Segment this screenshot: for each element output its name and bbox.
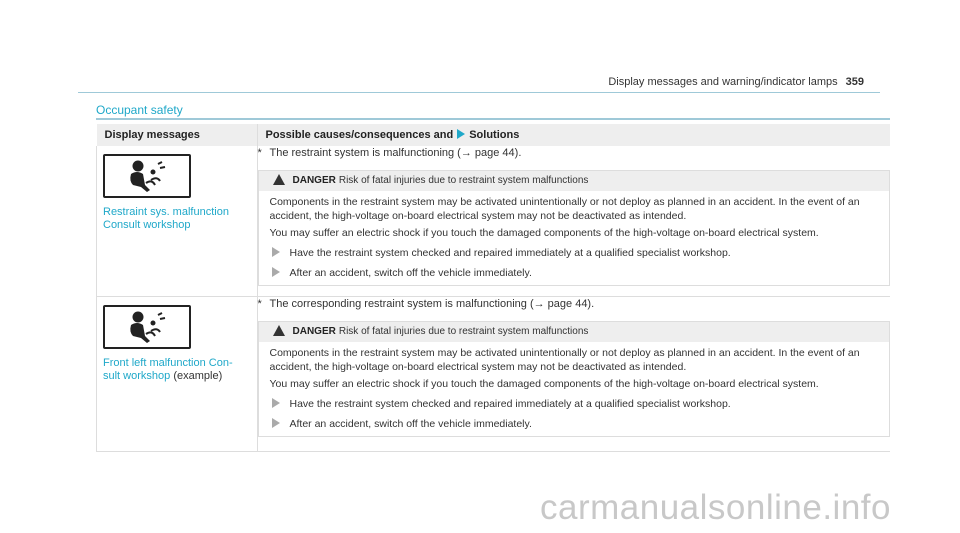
col-causes-solutions xyxy=(257,124,890,146)
action-step xyxy=(270,417,880,431)
danger-title: Risk of fatal injuries due to restraint system malfunctions xyxy=(338,326,589,337)
danger-paragraph: You may suffer an electric shock if you touch the damaged components of the high-voltage on-board electrical system. xyxy=(269,378,819,390)
solutions-arrow-icon xyxy=(457,129,465,139)
danger-body xyxy=(259,342,890,436)
cause-item xyxy=(258,297,891,311)
cause-item xyxy=(258,146,891,160)
warning-triangle-icon xyxy=(273,325,285,336)
causes-solutions-cell xyxy=(257,146,890,297)
running-header xyxy=(608,76,864,88)
action-step xyxy=(270,246,880,260)
message-line-2: Consult workshop xyxy=(103,219,191,231)
danger-paragraph: Components in the restraint system may be activated unintentionally or not deploy as planned in an accident. In the event of an accident, the high-voltage on-board electrical system may not be deactivated as intended. xyxy=(269,196,860,222)
step-arrow-icon xyxy=(272,267,280,277)
airbag-seat-icon xyxy=(127,310,167,344)
airbag-seat-icon xyxy=(127,159,167,193)
watermark: carmanualsonline.info xyxy=(540,488,891,527)
page-number: 359 xyxy=(845,76,864,88)
danger-body xyxy=(259,191,890,285)
danger-label: DANGER xyxy=(292,326,336,337)
step-text: After an accident, switch off the vehicle immediately. xyxy=(289,267,532,279)
table-row xyxy=(97,297,891,452)
danger-title: Risk of fatal injuries due to restraint system malfunctions xyxy=(338,175,589,186)
message-suffix: (example) xyxy=(170,370,223,382)
bullet-marker: * xyxy=(257,147,262,159)
cause-text: The restraint system is malfunctioning (→ page 44). xyxy=(269,147,522,159)
step-text: Have the restraint system checked and repaired immediately at a qualified specialist workshop. xyxy=(289,398,731,410)
header-rule xyxy=(78,92,880,93)
step-text: After an accident, switch off the vehicle immediately. xyxy=(289,418,532,430)
display-message-cell xyxy=(97,146,258,297)
action-step xyxy=(270,397,880,411)
display-message-text xyxy=(103,206,257,232)
message-line-2: sult workshop xyxy=(103,370,171,382)
display-symbol-box xyxy=(103,154,191,198)
display-messages-table xyxy=(96,124,890,452)
message-line-1: Front left malfunction Con- xyxy=(103,357,233,369)
danger-label: DANGER xyxy=(292,175,336,186)
danger-header xyxy=(259,171,890,191)
col-causes-label: Possible causes/consequences and xyxy=(265,129,454,141)
action-step xyxy=(270,266,880,280)
header-title: Display messages and warning/indicator lamps xyxy=(608,76,838,88)
step-arrow-icon xyxy=(272,247,280,257)
warning-triangle-icon xyxy=(273,174,285,185)
section-rule xyxy=(96,118,890,120)
danger-paragraph: You may suffer an electric shock if you touch the damaged components of the high-voltage on-board electrical system. xyxy=(269,227,819,239)
step-text: Have the restraint system checked and repaired immediately at a qualified specialist workshop. xyxy=(289,247,731,259)
causes-solutions-cell xyxy=(257,297,890,452)
step-arrow-icon xyxy=(272,398,280,408)
col-display-messages: Display messages xyxy=(97,124,258,146)
col-solutions-label: Solutions xyxy=(469,129,520,141)
display-message-text xyxy=(103,357,257,383)
bullet-marker: * xyxy=(257,298,262,310)
display-message-cell xyxy=(97,297,258,452)
danger-header xyxy=(259,322,890,342)
table-row xyxy=(97,146,891,297)
message-line-1: Restraint sys. malfunction xyxy=(103,206,229,218)
danger-paragraph: Components in the restraint system may be activated unintentionally or not deploy as planned in an accident. In the event of an accident, the high-voltage on-board electrical system may not be deactivated as intended. xyxy=(269,347,860,373)
cause-text: The corresponding restraint system is malfunctioning (→ page 44). xyxy=(269,298,595,310)
danger-box xyxy=(258,321,891,437)
table-header-row xyxy=(97,124,891,146)
step-arrow-icon xyxy=(272,418,280,428)
section-title: Occupant safety xyxy=(96,103,183,117)
danger-box xyxy=(258,170,891,286)
display-symbol-box xyxy=(103,305,191,349)
